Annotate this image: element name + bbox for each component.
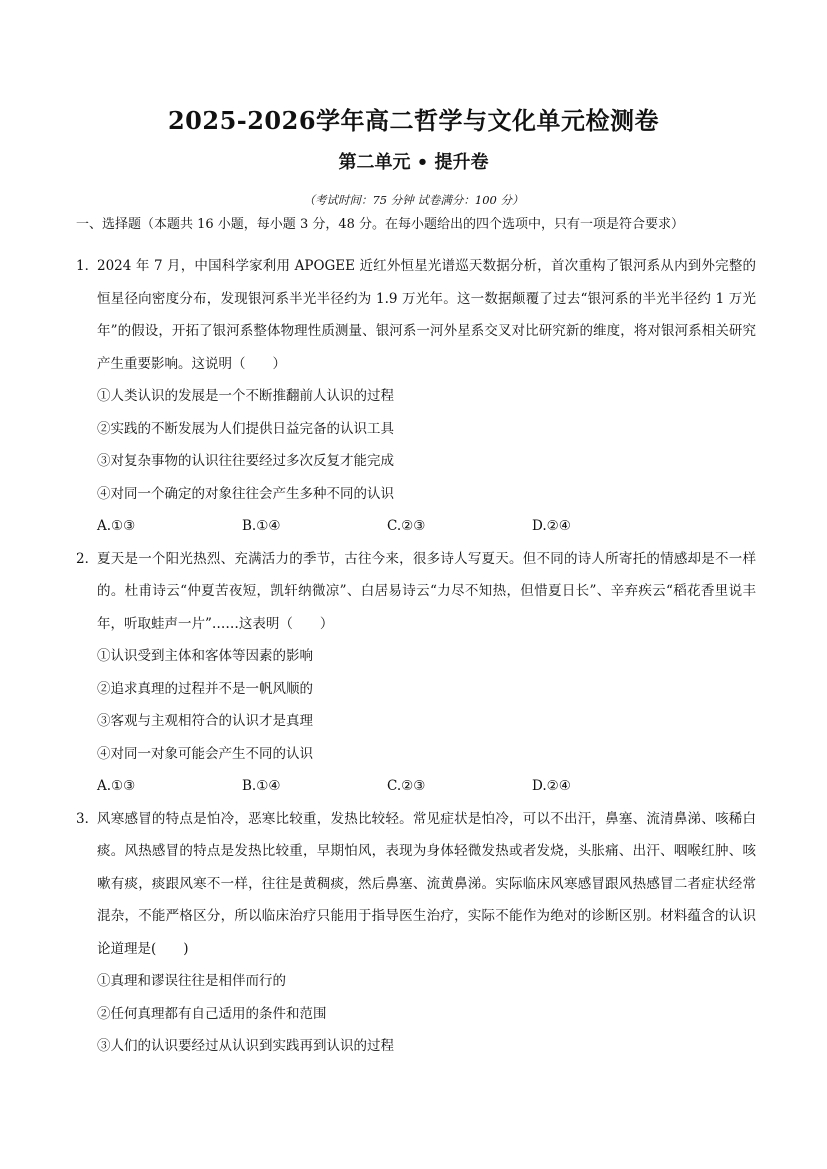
statement-option: ③对复杂事物的认识往往要经过多次反复才能完成 <box>97 453 394 469</box>
choice-a: A.①③ <box>97 518 136 534</box>
question-stem: 夏天是一个阳光热烈、充满活力的季节，古往今来，很多诗人写夏天。但不同的诗人所寄托的情感却是不一样的。杜甫诗云“仲夏苦夜短，凯轩纳微凉”、白居易诗云“力尽不知热，但惜夏日长”、辛弃疾云“稻花香里说丰年，听取蛙声一片”……这表明（ ） <box>97 550 756 632</box>
statement-option: ④对同一个确定的对象往往会产生多种不同的认识 <box>97 485 394 502</box>
choice-c: C.②③ <box>387 778 426 794</box>
choice-a: A.①③ <box>97 778 136 794</box>
statement-option: ③客观与主观相符合的认识才是真理 <box>97 713 313 729</box>
answer-choices <box>76 510 756 543</box>
statement-option: ④对同一对象可能会产生不同的认识 <box>97 745 313 762</box>
statement-option: ①人类认识的发展是一个不断推翻前人认识的过程 <box>97 388 394 404</box>
page-subtitle: 第二单元 • 提升卷 <box>338 152 489 173</box>
choice-d: D.②④ <box>532 778 571 794</box>
statement-option: ③人们的认识要经过从认识到实践再到认识的过程 <box>97 1038 394 1054</box>
statement-option: ①真理和谬误往往是相伴而行的 <box>97 973 286 989</box>
question-number: 1． <box>76 258 99 274</box>
section-heading: 一、选择题（本题共 16 小题，每小题 3 分，48 分。在每小题给出的四个选项中，只有一项是符合要求） <box>76 217 685 232</box>
question-list <box>76 250 756 1063</box>
question-stem: 风寒感冒的特点是怕冷，恶寒比较重，发热比较轻。常见症状是怕冷，可以不出汗，鼻塞、流清鼻涕、咳稀白痰。风热感冒的特点是发热比较重，早期怕风，表现为身体轻微发热或者发烧，头胀痛、出汗、咽喉红肿、咳嗽有痰，痰跟风寒不一样，往往是黄稠痰，然后鼻塞、流黄鼻涕。实际临床风寒感冒跟风热感冒二者症状经常混杂，不能严格区分，所以临床治疗只能用于指导医生治疗，实际不能作为绝对的诊断区别。材料蕴含的认识论道理是( ) <box>97 810 756 957</box>
question-3 <box>76 803 756 1063</box>
exam-meta: （考试时间：75 分钟 试卷满分：100 分） <box>303 193 524 207</box>
question-2 <box>76 543 756 803</box>
page-title: 2025-2026学年高二哲学与文化单元检测卷 <box>167 106 660 135</box>
question-number: 3． <box>76 810 99 827</box>
question-1 <box>76 250 756 543</box>
choice-b: B.①④ <box>242 518 281 534</box>
choice-d: D.②④ <box>532 518 571 534</box>
choice-b: B.①④ <box>242 778 281 794</box>
statement-option: ②任何真理都有自己适用的条件和范围 <box>97 1005 327 1022</box>
statement-option: ②实践的不断发展为人们提供日益完备的认识工具 <box>97 420 394 437</box>
statement-option: ①认识受到主体和客体等因素的影响 <box>97 648 313 664</box>
statement-option: ②追求真理的过程并不是一帆风顺的 <box>97 680 313 697</box>
answer-choices <box>76 770 756 803</box>
question-stem: 2024 年 7 月，中国科学家利用 APOGEE 近红外恒星光谱巡天数据分析，首次重构了银河系从内到外完整的恒星径向密度分布，发现银河系半光半径约为 1.9 万光年。这一数据颠覆了过去“银河系的半光半径约 1 万光年”的假设，开拓了银河系整体物理性质测量、银河系一河外星系交叉对比研究新的维度，将对银河系相关研究产生重要影响。这说明（ ） <box>97 258 756 372</box>
choice-c: C.②③ <box>387 518 426 534</box>
question-number: 2． <box>76 550 99 567</box>
